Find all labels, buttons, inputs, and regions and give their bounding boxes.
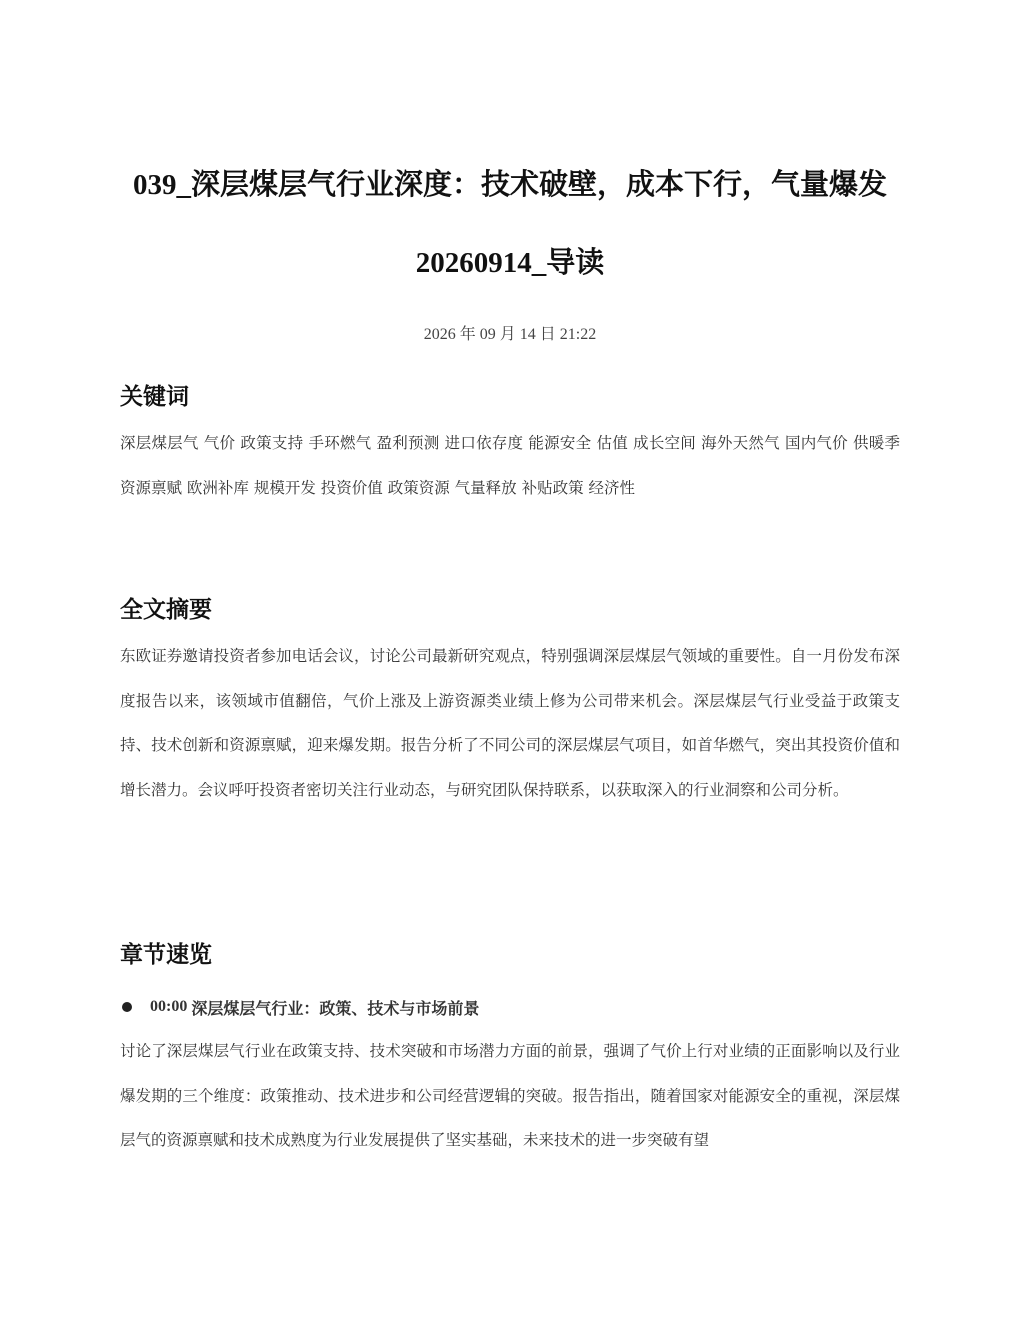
summary-section — [120, 595, 900, 812]
chapter-timestamp: 00:00 — [150, 998, 188, 1015]
keywords-heading: 关键词 — [120, 384, 189, 410]
chapter-text: 讨论了深层煤层气行业在政策支持、技术突破和市场潜力方面的前景，强调了气价上行对业绩的正面影响以及行业爆发期的三个维度：政策推动、技术进步和公司经营逻辑的突破。报告指出，随着国家对能源安全的重视，深层煤层气的资源禀赋和技术成熟度为行业发展提供了坚实基础，未来技术的进一步突破有望 — [120, 1042, 900, 1149]
document-page — [120, 0, 900, 1149]
keywords-section — [120, 382, 900, 510]
document-title — [120, 0, 900, 302]
publish-date: 2026 年 09 月 14 日 21:22 — [423, 326, 597, 343]
chapter-item-heading — [120, 992, 900, 1022]
title-line-1: 039_深层煤层气行业深度：技术破壁，成本下行，气量爆发 — [132, 169, 887, 201]
summary-text: 东欧证券邀请投资者参加电话会议，讨论公司最新研究观点，特别强调深层煤层气领域的重要性。自一月份发布深度报告以来，该领域市值翻倍，气价上涨及上游资源类业绩上修为公司带来机会。深层煤层气行业受益于政策支持、技术创新和资源禀赋，迎来爆发期。报告分析了不同公司的深层煤层气项目，如首华燃气，突出其投资价值和增长潜力。会议呼吁投资者密切关注行业动态，与研究团队保持联系，以获取深入的行业洞察和公司分析。 — [120, 647, 900, 799]
bullet-icon — [122, 1002, 132, 1012]
chapters-heading: 章节速览 — [120, 942, 212, 968]
chapter-title: 深层煤层气行业：政策、技术与市场前景 — [191, 998, 480, 1018]
title-line-2: 20260914_导读 — [415, 247, 605, 279]
summary-heading: 全文摘要 — [120, 597, 212, 623]
chapters-section — [120, 940, 900, 1163]
keywords-text: 深层煤层气 气价 政策支持 手环燃气 盈利预测 进口依存度 能源安全 估值 成长空间 海外天然气 国内气价 供暖季 资源禀赋 欧洲补库 规模开发 投资价值 政策资源 气量释放 补贴政策 经济性 — [120, 434, 900, 497]
